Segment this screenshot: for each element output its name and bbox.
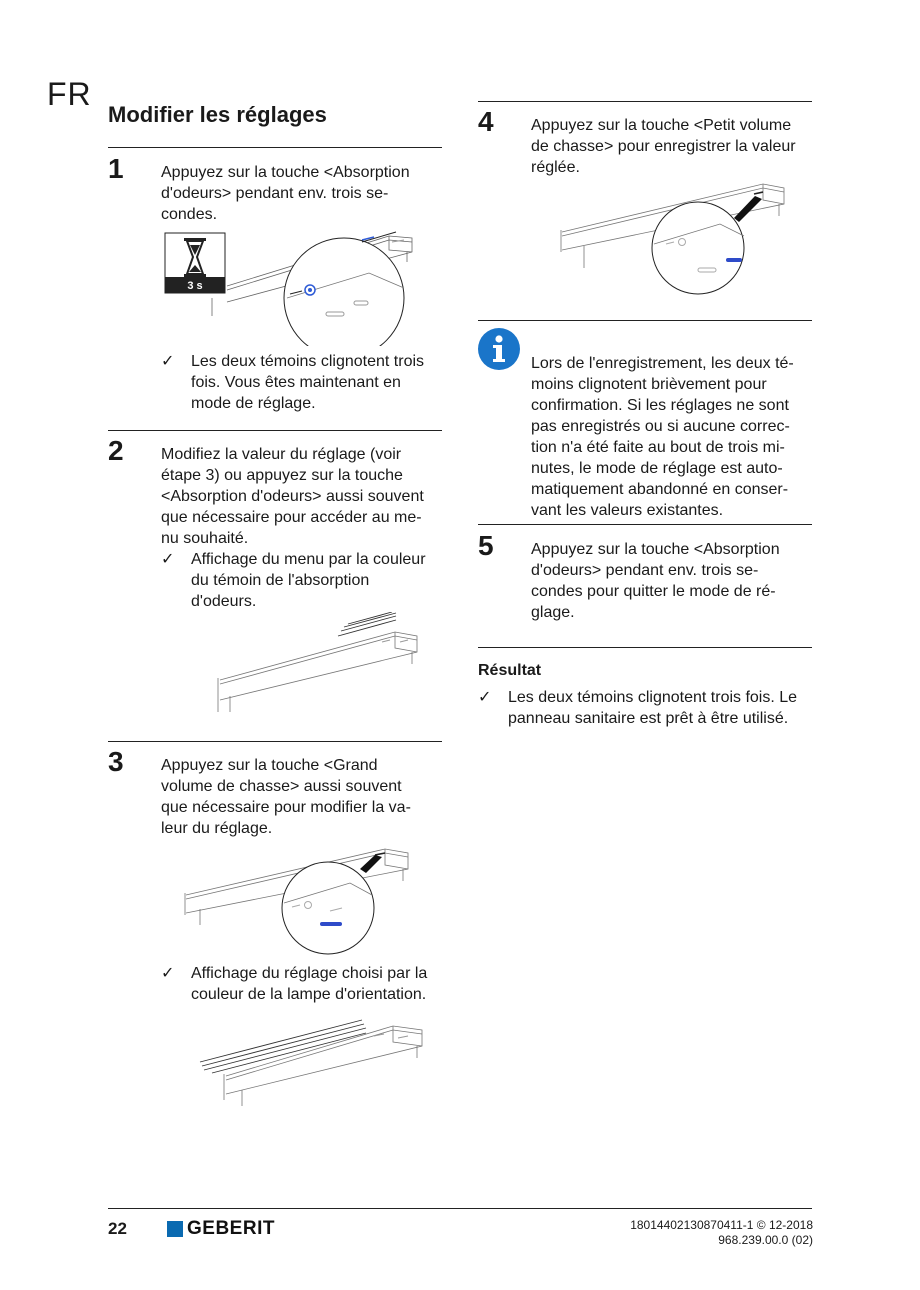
footer-divider <box>108 1208 812 1209</box>
check-icon: ✓ <box>161 353 175 370</box>
step-divider <box>478 524 812 525</box>
info-divider <box>478 320 812 321</box>
step-1-illustration <box>164 228 424 346</box>
timer-label: 3 s <box>187 280 203 292</box>
small-flush-button-lit <box>726 258 742 262</box>
step-3-result: Affichage du réglage choisi par la couleur de la lampe d'orientation. <box>191 965 428 1003</box>
language-code: FR <box>47 76 92 112</box>
step-4-illustration <box>558 178 790 300</box>
step-3-illustration <box>180 843 420 958</box>
step-number: 4 <box>478 106 494 137</box>
step-3-result-illustration <box>198 1018 426 1108</box>
step-number: 5 <box>478 530 494 561</box>
result-text: Les deux témoins clignotent trois fois. Le panneau sanitaire est prêt à être utilisé. <box>508 689 798 727</box>
step-number: 1 <box>108 153 124 184</box>
result-heading: Résultat <box>478 662 542 679</box>
zoom-circle <box>652 202 744 294</box>
step-2-result: Affichage du menu par la couleur du témoin de l'absorption d'odeurs. <box>191 551 426 610</box>
brand-logo <box>167 1218 275 1240</box>
step-divider <box>108 147 442 148</box>
step-5-text: Appuyez sur la touche <Absorption d'odeurs> pendant env. trois se- condes pour quitter le mode de ré- glage. <box>531 541 780 621</box>
info-icon <box>478 328 520 370</box>
document-number: 968.239.00.0 (02) <box>718 1233 813 1247</box>
step-divider <box>108 741 442 742</box>
page-number: 22 <box>108 1219 127 1238</box>
step-divider <box>478 101 812 102</box>
check-icon: ✓ <box>161 551 175 568</box>
step-2-illustration <box>210 612 420 714</box>
step-1-result: Les deux témoins clignotent trois fois. Vous êtes maintenant en mode de réglage. <box>191 353 425 412</box>
step-number: 3 <box>108 746 124 777</box>
brand-name: GEBERIT <box>187 1218 275 1239</box>
info-text: Lors de l'enregistrement, les deux té- moins clignotent brièvement pour confirmation. Si les réglages ne sont pas enregistrés ou si aucune correc- tion n'a été faite au bout de trois mi- nutes, le mode de réglage est auto- matiquement abandonné en conser- vant les valeurs existantes. <box>531 355 794 519</box>
document-code: 18014402130870411-1 © 12-2018 <box>630 1218 813 1232</box>
page-title: Modifier les réglages <box>108 102 327 127</box>
zoom-circle <box>284 238 404 346</box>
step-1-text: Appuyez sur la touche <Absorption d'odeurs> pendant env. trois se- condes. <box>161 164 410 223</box>
zoom-circle <box>282 862 374 954</box>
step-number: 2 <box>108 435 124 466</box>
check-icon: ✓ <box>161 965 175 982</box>
step-4-text: Appuyez sur la touche <Petit volume de chasse> pour enregistrer la valeur réglée. <box>531 117 796 176</box>
result-divider <box>478 647 812 648</box>
flush-button-lit <box>320 922 342 926</box>
brand-square-icon <box>167 1221 183 1237</box>
step-2-text: Modifiez la valeur du réglage (voir étape 3) ou appuyez sur la touche <Absorption d'odeurs> aussi souvent que nécessaire pour accéder au me- nu souhaité. <box>161 446 424 547</box>
step-divider <box>108 430 442 431</box>
step-3-text: Appuyez sur la touche <Grand volume de chasse> aussi souvent que nécessaire pour modifier la va- leur du réglage. <box>161 757 411 837</box>
check-icon: ✓ <box>478 689 492 706</box>
